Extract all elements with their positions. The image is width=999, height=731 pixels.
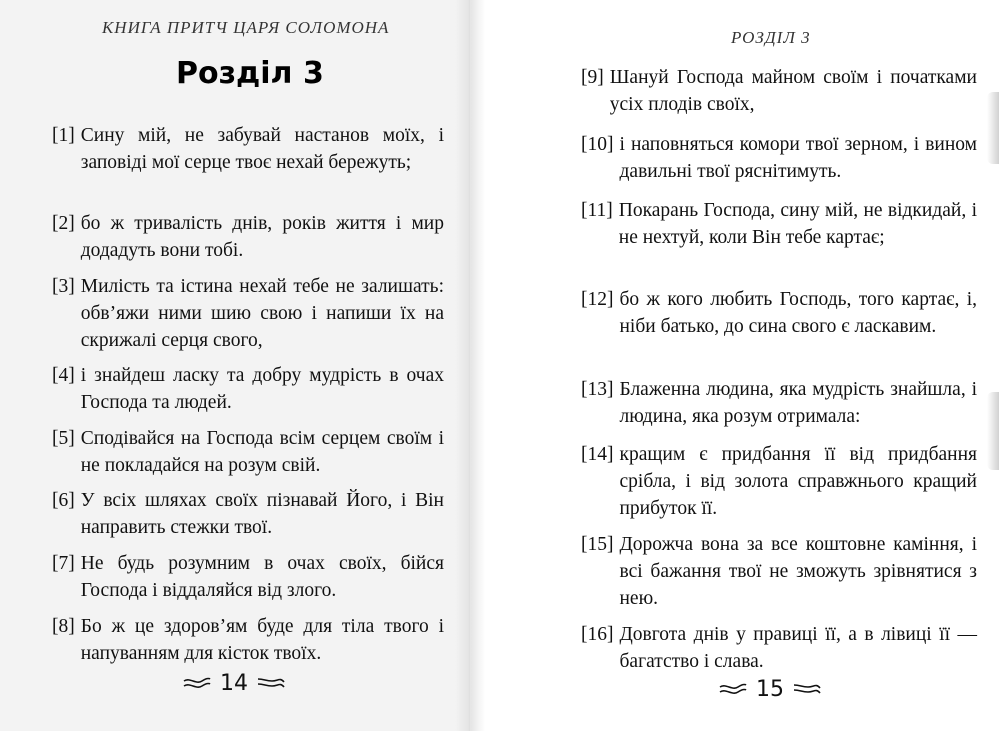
- verse-block: [52, 122, 444, 176]
- left-page: [0, 0, 470, 731]
- verse-text: бо ж кого любить Господь, того картає, і, ніби батько, до сина свого є ласкавим.: [619, 289, 977, 337]
- verse-number: [10]: [581, 134, 614, 155]
- verse-text: Бо ж це здоров’ям буде для тіла твого і напуванням для кісток твоїх.: [80, 616, 444, 664]
- verse-block: [52, 550, 444, 604]
- verse-number: [9]: [581, 67, 604, 88]
- verse-number: [1]: [52, 125, 75, 146]
- verse-text: бо ж тривалість днів, років життя і мир додадуть вони тобі.: [80, 213, 444, 261]
- page-number-footer: [718, 677, 822, 702]
- verse-text: кращим є придбання її від придбання срібла, і від золота справжнього кращий прибуток її.: [619, 444, 977, 519]
- scroll-flourish-icon: [718, 682, 748, 698]
- verse-text: Сподівайся на Господа всім серцем своїм і не покладайся на розум свій.: [80, 428, 444, 476]
- verse-block: [581, 197, 977, 251]
- verse-text: Блаженна людина, яка мудрість знайшла, і людина, яка розум отримала:: [619, 379, 977, 427]
- verse-block: [52, 210, 444, 264]
- verse-text: і знайдеш ласку та добру мудрість в очах Господа та людей.: [80, 365, 444, 413]
- verse-number: [4]: [52, 365, 75, 386]
- verse-text: Милість та істина нехай тебе не залишать: обв’яжи ними шию свою і напиши їх на скрижалі серця свого,: [80, 276, 444, 351]
- page-number-footer: [182, 671, 286, 696]
- verse-number: [12]: [581, 289, 614, 310]
- verse-block: [581, 441, 977, 522]
- page-edge-shadow: [987, 92, 999, 164]
- page-number: 14: [220, 671, 248, 696]
- verse-number: [3]: [52, 276, 75, 297]
- verse-text: Довгота днів у правиці її, а в лівиці її — багатство і слава.: [619, 624, 977, 672]
- verse-number: [6]: [52, 490, 75, 511]
- running-head: КНИГА ПРИТЧ ЦАРЯ СОЛОМОНА: [102, 18, 390, 37]
- verse-text: Сину мій, не забувай настанов моїх, і заповіді мої серце твоє нехай бережуть;: [80, 125, 444, 173]
- scroll-flourish-icon: [792, 682, 822, 698]
- verse-text: Дорожча вона за все коштовне каміння, і всі бажання твої не зможуть зрівнятися з нею.: [619, 534, 977, 609]
- verse-block: [52, 487, 444, 541]
- book-gutter: [455, 0, 485, 731]
- scroll-flourish-icon: [256, 676, 286, 692]
- verse-text: Шануй Господа майном своїм і початками усіх плодів своїх,: [609, 67, 977, 115]
- verse-text: Покарань Господа, сину мій, не відкидай, і не нехтуй, коли Він тебе картає;: [618, 200, 977, 248]
- verse-number: [15]: [581, 534, 614, 555]
- verse-number: [13]: [581, 379, 614, 400]
- verse-block: [581, 531, 977, 612]
- page-edge-shadow: [987, 392, 999, 470]
- verse-block: [581, 64, 977, 118]
- verse-number: [8]: [52, 616, 75, 637]
- verse-number: [14]: [581, 444, 614, 465]
- verse-block: [52, 425, 444, 479]
- verse-text: У всіх шляхах своїх пізнавай Його, і Він направить стежки твої.: [80, 490, 444, 538]
- verse-block: [581, 621, 977, 675]
- verse-block: [581, 131, 977, 185]
- verse-number: [5]: [52, 428, 75, 449]
- chapter-title: Розділ 3: [176, 56, 324, 91]
- page-number: 15: [756, 677, 784, 702]
- verse-text: Не будь розумним в очах своїх, бійся Господа і віддаляйся від злого.: [80, 553, 444, 601]
- verse-block: [581, 286, 977, 340]
- verse-number: [7]: [52, 553, 75, 574]
- verse-number: [2]: [52, 213, 75, 234]
- verse-text: і наповняться комори твої зерном, і вином давильні твої ряснітимуть.: [619, 134, 977, 182]
- right-page: [470, 0, 999, 731]
- verse-block: [52, 613, 444, 667]
- running-head: РОЗДІЛ 3: [731, 28, 811, 47]
- verse-block: [52, 273, 444, 354]
- scroll-flourish-icon: [182, 676, 212, 692]
- verse-block: [52, 362, 444, 416]
- verse-block: [581, 376, 977, 430]
- verse-number: [11]: [581, 200, 613, 221]
- verse-number: [16]: [581, 624, 614, 645]
